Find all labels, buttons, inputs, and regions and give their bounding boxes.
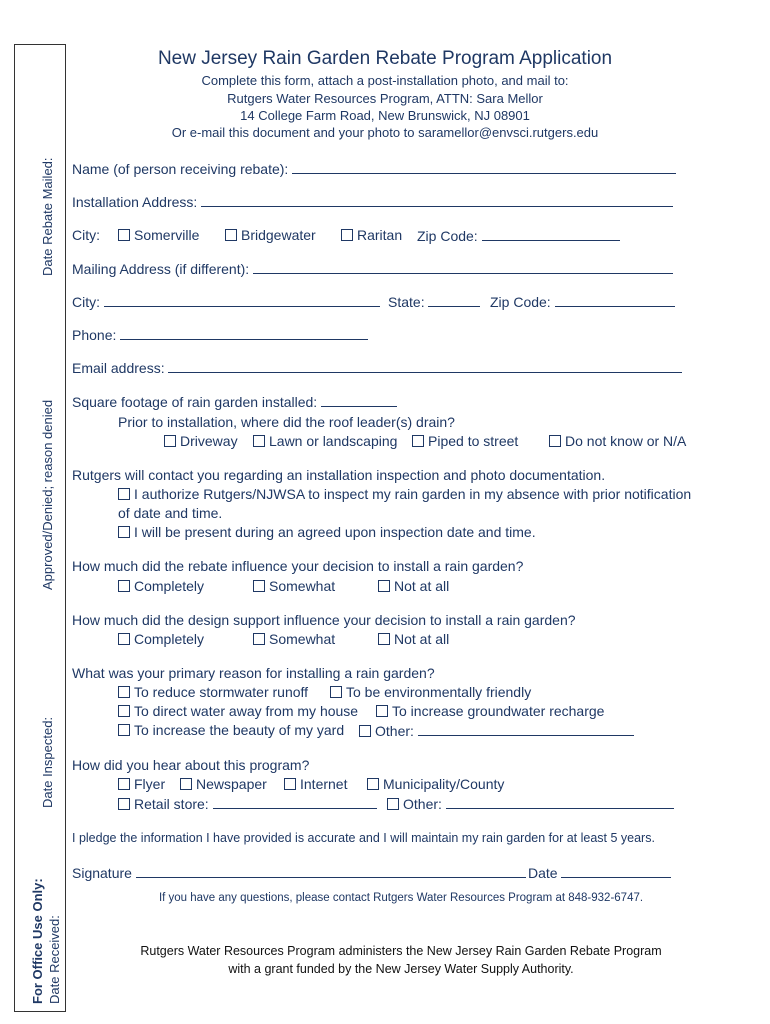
checkbox[interactable]: [118, 686, 130, 698]
checkbox[interactable]: [118, 724, 130, 736]
city2-field[interactable]: [104, 293, 380, 307]
date-rebate-mailed-label: Date Rebate Mailed:: [40, 157, 55, 276]
hear-flyer[interactable]: [118, 776, 165, 792]
install-address-field[interactable]: [201, 193, 673, 207]
option-label: Completely: [134, 631, 205, 647]
instructions-line-3: 14 College Farm Road, New Brunswick, NJ 08901: [240, 108, 530, 123]
pledge-text: I pledge the information I have provided is accurate and I will maintain my rain garden for at least 5 years.: [72, 831, 655, 845]
inspection-authorize[interactable]: [118, 486, 691, 502]
date-field[interactable]: [561, 864, 671, 878]
checkbox[interactable]: [253, 633, 265, 645]
signature-row: [72, 864, 526, 881]
option-label: To increase groundwater recharge: [392, 703, 605, 719]
checkbox[interactable]: [253, 580, 265, 592]
checkbox[interactable]: [118, 798, 130, 810]
mailing-address-label: Mailing Address (if different):: [72, 261, 250, 277]
option-label: Lawn or landscaping: [269, 433, 398, 449]
zip-field[interactable]: [482, 227, 620, 241]
rebate-somewhat[interactable]: [253, 578, 335, 594]
reason-other-field[interactable]: [418, 722, 634, 736]
zip2-field[interactable]: [555, 293, 675, 307]
option-label: Retail store:: [134, 796, 209, 812]
phone-field[interactable]: [120, 326, 368, 340]
checkbox[interactable]: [284, 778, 296, 790]
option-label: Somewhat: [269, 631, 336, 647]
checkbox[interactable]: [180, 778, 192, 790]
inspection-intro: Rutgers will contact you regarding an installation inspection and photo documentation.: [72, 467, 606, 483]
checkbox[interactable]: [118, 488, 130, 500]
option-label: Driveway: [180, 433, 238, 449]
state-label: State:: [388, 294, 425, 310]
date-received-label: Date Received:: [47, 915, 62, 1004]
date-inspected-label: Date Inspected:: [40, 716, 55, 808]
checkbox[interactable]: [376, 705, 388, 717]
checkbox[interactable]: [341, 229, 353, 241]
checkbox[interactable]: [378, 633, 390, 645]
hear-retail[interactable]: [118, 795, 377, 812]
design-completely[interactable]: [118, 631, 204, 647]
inspection-authorize-cont: of date and time.: [118, 505, 223, 521]
option-label: I authorize Rutgers/NJWSA to inspect my rain garden in my absence with prior notification: [134, 486, 692, 502]
reason-environment[interactable]: [330, 684, 531, 700]
hear-internet[interactable]: [284, 776, 347, 792]
name-row: [72, 160, 676, 177]
option-label: Not at all: [394, 631, 450, 647]
signature-field[interactable]: [136, 864, 526, 878]
footer-line-1: Rutgers Water Resources Program administers the New Jersey Rain Garden Rebate Program: [140, 944, 662, 958]
option-label: Flyer: [134, 776, 166, 792]
mailing-address-field[interactable]: [253, 260, 673, 274]
zip2-row: [490, 293, 675, 310]
reason-stormwater[interactable]: [118, 684, 308, 700]
rebate-completely[interactable]: [118, 578, 204, 594]
checkbox[interactable]: [549, 435, 561, 447]
name-field[interactable]: [292, 160, 676, 174]
reason-beauty[interactable]: [118, 722, 344, 738]
option-label: Somewhat: [269, 578, 336, 594]
roof-lawn[interactable]: [253, 433, 397, 449]
contact-text: If you have any questions, please contact Rutgers Water Resources Program at 848-932-6747.: [158, 892, 644, 904]
design-question: How much did the design support influence your decision to install a rain garden?: [72, 612, 576, 628]
checkbox[interactable]: [387, 798, 399, 810]
city-label: City:: [72, 227, 100, 243]
option-label: Municipality/County: [383, 776, 505, 792]
date-label: Date: [528, 865, 558, 881]
option-label: Piped to street: [428, 433, 519, 449]
checkbox[interactable]: [118, 580, 130, 592]
date-row: [528, 864, 671, 881]
email-row: [72, 359, 682, 376]
roof-question: Prior to installation, where did the roof leader(s) drain?: [118, 414, 455, 430]
city-bridgewater[interactable]: [225, 227, 316, 243]
state-field[interactable]: [428, 293, 480, 307]
sqft-field[interactable]: [321, 393, 397, 407]
roof-driveway[interactable]: [164, 433, 238, 449]
checkbox[interactable]: [378, 580, 390, 592]
instructions-line-1: Complete this form, attach a post-installation photo, and mail to:: [201, 73, 569, 88]
design-somewhat[interactable]: [253, 631, 335, 647]
checkbox[interactable]: [225, 229, 237, 241]
option-label: Other:: [403, 796, 442, 812]
signature-label: Signature: [72, 865, 132, 881]
hear-retail-field[interactable]: [213, 795, 377, 809]
option-label: Newspaper: [196, 776, 267, 792]
checkbox[interactable]: [367, 778, 379, 790]
hear-question: How did you hear about this program?: [72, 757, 310, 773]
checkbox[interactable]: [118, 778, 130, 790]
checkbox[interactable]: [412, 435, 424, 447]
reason-groundwater[interactable]: [376, 703, 604, 719]
sqft-label: Square footage of rain garden installed:: [72, 394, 318, 410]
option-label: To reduce stormwater runoff: [134, 684, 309, 700]
hear-other[interactable]: [387, 795, 674, 812]
state-row: [388, 293, 480, 310]
instructions-line-4: Or e-mail this document and your photo to saramellor@envsci.rutgers.edu: [171, 125, 599, 140]
design-not-at-all[interactable]: [378, 631, 449, 647]
city-somerville[interactable]: [118, 227, 199, 243]
name-label: Name (of person receiving rebate):: [72, 161, 289, 177]
zip2-label: Zip Code:: [490, 294, 551, 310]
mailing-address-row: [72, 260, 673, 277]
sqft-row: [72, 393, 397, 410]
approved-denied-label: Approved/Denied; reason denied: [40, 399, 55, 590]
option-label: Somerville: [134, 227, 200, 243]
email-field[interactable]: [168, 359, 682, 373]
hear-other-field[interactable]: [446, 795, 674, 809]
reason-question: What was your primary reason for installing a rain garden?: [72, 665, 435, 681]
office-use-label: For Office Use Only:: [30, 878, 45, 1004]
footer-line-2: with a grant funded by the New Jersey Water Supply Authority.: [228, 962, 574, 976]
roof-piped[interactable]: [412, 433, 518, 449]
checkbox[interactable]: [330, 686, 342, 698]
city2-label: City:: [72, 294, 100, 310]
option-label: To increase the beauty of my yard: [134, 722, 345, 738]
option-label: To be environmentally friendly: [346, 684, 532, 700]
install-address-row: [72, 193, 673, 210]
checkbox[interactable]: [118, 705, 130, 717]
city2-row: [72, 293, 380, 310]
email-label: Email address:: [72, 360, 165, 376]
option-label: Bridgewater: [241, 227, 316, 243]
hear-municipality[interactable]: [367, 776, 504, 792]
option-label: Do not know or N/A: [565, 433, 687, 449]
city-raritan[interactable]: [341, 227, 402, 243]
reason-other[interactable]: [359, 722, 634, 739]
roof-unknown[interactable]: [549, 433, 686, 449]
checkbox[interactable]: [118, 633, 130, 645]
checkbox[interactable]: [253, 435, 265, 447]
rebate-question: How much did the rebate influence your decision to install a rain garden?: [72, 558, 524, 574]
checkbox[interactable]: [118, 229, 130, 241]
zip-row: [417, 227, 620, 244]
option-label: Internet: [300, 776, 348, 792]
reason-direct-water[interactable]: [118, 703, 358, 719]
zip-label: Zip Code:: [417, 228, 478, 244]
option-label: Raritan: [357, 227, 403, 243]
option-label: Completely: [134, 578, 205, 594]
page-title: New Jersey Rain Garden Rebate Program Application: [157, 48, 613, 69]
option-label: Not at all: [394, 578, 450, 594]
phone-row: [72, 326, 368, 343]
option-label: I will be present during an agreed upon inspection date and time.: [134, 524, 536, 540]
inspection-present[interactable]: [118, 524, 536, 540]
checkbox[interactable]: [118, 526, 130, 538]
install-address-label: Installation Address:: [72, 194, 198, 210]
checkbox[interactable]: [164, 435, 176, 447]
option-label: To direct water away from my house: [134, 703, 359, 719]
option-label: Other:: [375, 723, 414, 739]
hear-newspaper[interactable]: [180, 776, 267, 792]
phone-label: Phone:: [72, 327, 117, 343]
instructions-line-2: Rutgers Water Resources Program, ATTN: Sara Mellor: [227, 91, 543, 106]
checkbox[interactable]: [359, 725, 371, 737]
rebate-not-at-all[interactable]: [378, 578, 449, 594]
